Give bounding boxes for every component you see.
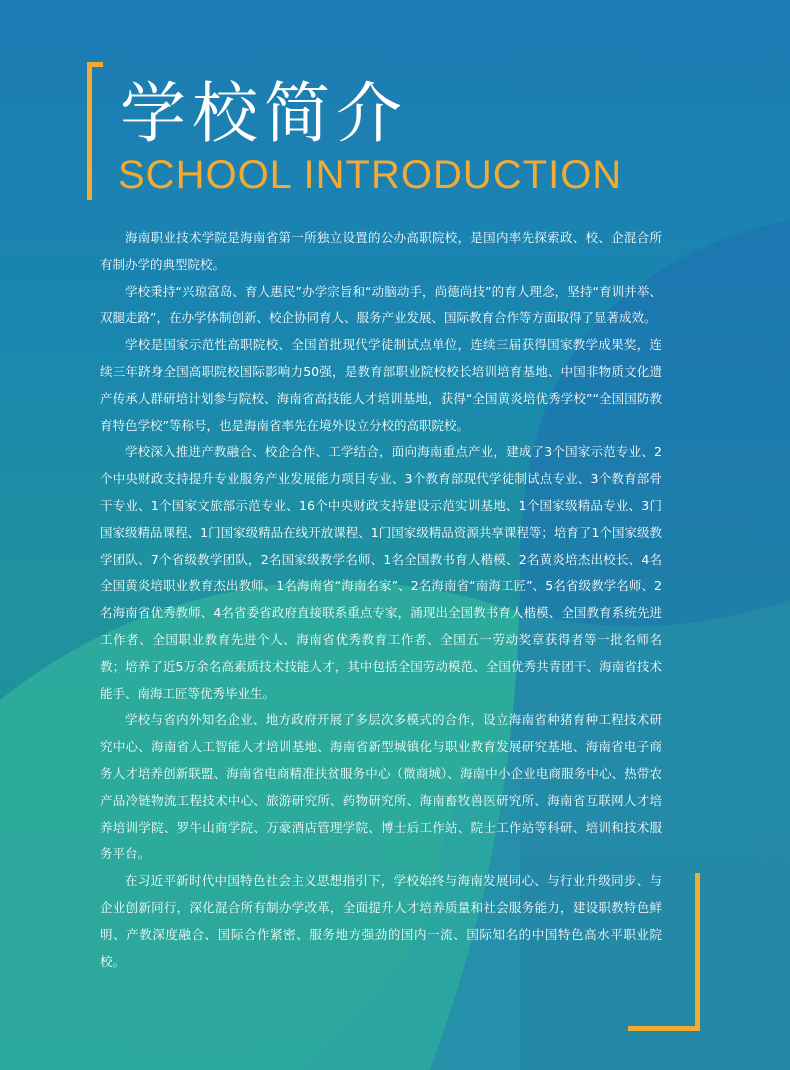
introduction-body: [100, 225, 662, 975]
page-title: 学校简介: [120, 75, 408, 152]
page-subtitle-english: SCHOOL INTRODUCTION: [118, 153, 623, 197]
paragraph: 学校秉持“兴琼富岛、育人惠民”办学宗旨和“动脑动手，尚德尚技”的育人理念，坚持“育训并举、双腿走路”，在办学体制创新、校企协同育人、服务产业发展、国际教育合作等方面取得了显著成效。: [100, 283, 662, 326]
bottom-right-bracket-decoration: [628, 873, 700, 1031]
paragraph: 在习近平新时代中国特色社会主义思想指引下，学校始终与海南发展同心、与行业升级同步、与企业创新同行，深化混合所有制办学改革，全面提升人才培养质量和社会服务能力，建设职教特色鲜明、产教深度融合、国际合作紧密、服务地方强劲的国内一流、国际知名的中国特色高水平职业院校。: [100, 873, 662, 969]
paragraph: 学校与省内外知名企业、地方政府开展了多层次多模式的合作，设立海南省种猪育种工程技术研究中心、海南省人工智能人才培训基地、海南省新型城镇化与职业教育发展研究基地、海南省电子商务人才培养创新联盟、海南省电商精准扶贫服务中心（微商城）、海南中小企业电商服务中心、热带农产品冷链物流工程技术中心、旅游研究所、药物研究所、海南畜牧兽医研究所、海南省互联网人才培养培训学院、罗牛山商学院、万豪酒店管理学院、博士后工作站、院士工作站等科研、培训和技术服务平台。: [100, 712, 662, 862]
paragraph: 学校是国家示范性高职院校、全国首批现代学徒制试点单位，连续三届获得国家教学成果奖，连续三年跻身全国高职院校国际影响力50强，是教育部职业院校校长培训培育基地、中国非物质文化遗产传承人群研培计划参与院校、海南省高技能人才培训基地，获得“全国黄炎培优秀学校”“全国国防教育特色学校”等称号，也是海南省率先在境外设立分校的高职院校。: [100, 337, 662, 433]
paragraph: 海南职业技术学院是海南省第一所独立设置的公办高职院校，是国内率先探索政、校、企混合所有制办学的典型院校。: [100, 230, 662, 272]
paragraph: 学校深入推进产教融合、校企合作、工学结合，面向海南重点产业，建成了3个国家示范专业、2个中央财政支持提升专业服务产业发展能力项目专业、3个教育部现代学徒制试点专业、3个教育部骨干专业、1个国家文旅部示范专业、16个中央财政支持建设示范实训基地、1个国家级精品专业、3门国家级精品课程、1门国家级精品在线开放课程、1门国家级精品资源共享课程等；培育了1个国家级教学团队、7个省级教学团队，2名国家级教学名师、1名全国教书育人楷模、2名黄炎培杰出校长、4名全国黄炎培职业教育杰出教师、1名海南省“海南名家”、2名海南省“南海工匠”、5名省级教学名师、2名海南省优秀教师、4名省委省政府直接联系重点专家，涌现出全国教书育人楷模、全国教育系统先进工作者、全国职业教育先进个人、海南省优秀教育工作者、全国五一劳动奖章获得者等一批名师名教；培养了近5万余名高素质技术技能人才，其中包括全国劳动模范、全国优秀共青团干、海南省技术能手、南海工匠等优秀毕业生。: [100, 444, 662, 701]
top-left-bracket-decoration: [87, 62, 103, 200]
